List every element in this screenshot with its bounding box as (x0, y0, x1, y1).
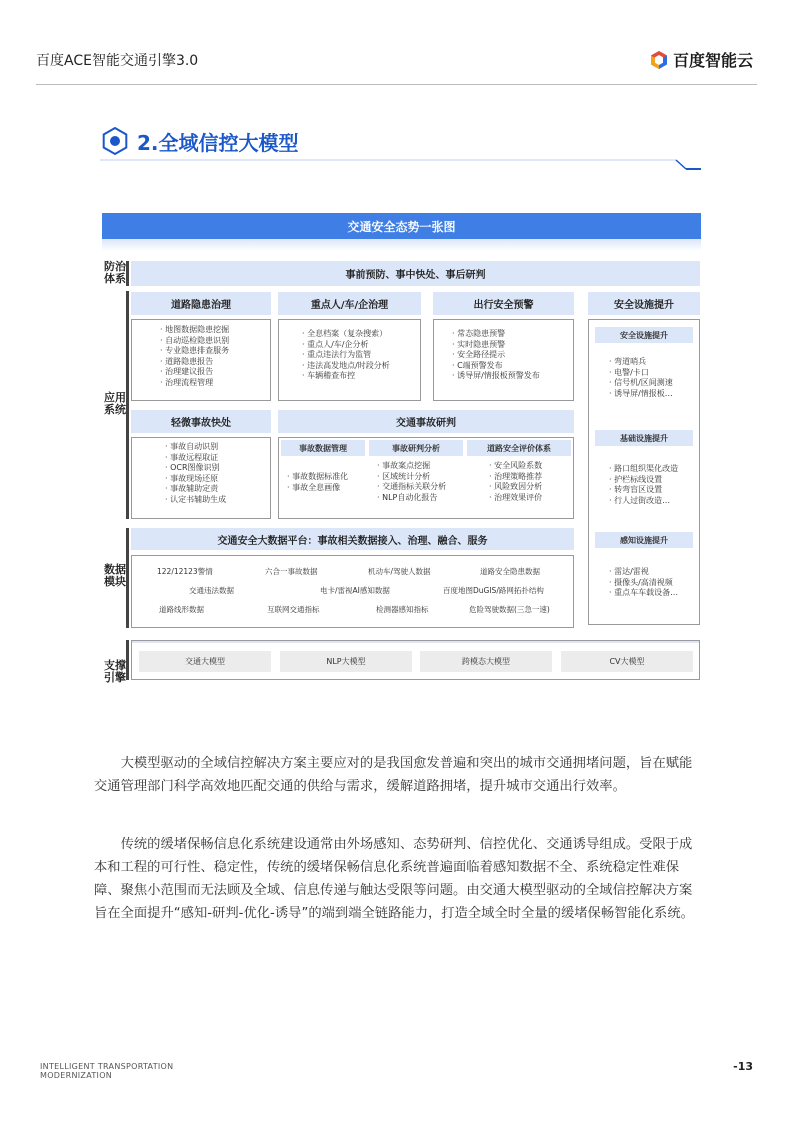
data-source-item: 检测器感知指标 (376, 605, 429, 614)
data-source-item: 交通违法数据 (189, 586, 234, 595)
key-target-title: 重点人/车/企治理 (278, 292, 421, 315)
travel-warning-item: · 安全路径提示 (452, 350, 540, 361)
road-hazard-item: · 地图数据隐患挖掘 (160, 325, 229, 336)
minor-accident-item: · 事故现场还原 (165, 474, 226, 485)
accident-analysis-item: · 事故数据标准化 (287, 472, 348, 483)
road-hazard-list (160, 325, 229, 388)
key-target-item: · 全息档案（复杂搜索） (302, 329, 390, 340)
travel-warning-list (452, 329, 540, 382)
facility-item: · 摄像头/高清视频 (609, 578, 678, 589)
brand-logo (649, 48, 753, 71)
accident-sub-1-title: 事故数据管理 (281, 440, 365, 456)
key-target-list (302, 329, 390, 382)
banner-shade (102, 239, 701, 251)
key-target-item: · 重点违法行为监管 (302, 350, 390, 361)
document-title: 百度ACE智能交通引擎3.0 (36, 53, 199, 69)
accident-analysis-item: · NLP自动化报告 (377, 493, 446, 504)
model-tile: CV大模型 (561, 651, 693, 672)
facility-item: · 信号机/区间测速 (609, 378, 673, 389)
model-tile: NLP大模型 (280, 651, 412, 672)
minor-accident-item: · OCR图像识别 (165, 463, 226, 474)
prevention-bar: 事前预防、事中快处、事后研判 (131, 261, 700, 286)
row-bar-yingyong (126, 291, 129, 519)
facility-block-2-title: 基础设施提升 (595, 430, 693, 446)
facility-item: · 行人过街改造… (609, 496, 678, 507)
road-hazard-item: · 自动巡检隐患识别 (160, 336, 229, 347)
header-divider (36, 84, 757, 85)
facility-item: · 电警/卡口 (609, 368, 673, 379)
page-number: -13 (733, 1060, 753, 1073)
data-source-item: 百度地图DuGIS/路网拓扑结构 (443, 586, 544, 595)
accident-analysis-title: 交通事故研判 (278, 410, 574, 433)
paragraph-2: 传统的缓堵保畅信息化系统建设通常由外场感知、态势研判、信控优化、交通诱导组成。受限于成本和工程的可行性、稳定性，传统的缓堵保畅信息化系统普遍面临着感知数据不全、系统稳定性难保障、聚焦小范围而无法顾及全域、信息传递与触达受限等问题。由交通大模型驱动的全域信控解决方案旨在全面提升“感知-研判-优化-诱导”的端到端全链路能力，打造全域全时全量的缓堵保畅智能化系统。 (94, 837, 694, 921)
key-target-item: · 重点人/车/企分析 (302, 340, 390, 351)
facility-item: · 护栏标线设置 (609, 475, 678, 486)
section-title: 2.全域信控大模型 (137, 131, 299, 155)
paragraph-1: 大模型驱动的全域信控解决方案主要应对的是我国愈发普遍和突出的城市交通拥堵问题，旨在赋能交通管理部门科学高效地匹配交通的供给与需求，缓解道路拥堵，提升城市交通出行效率。 (94, 756, 693, 794)
road-hazard-title: 道路隐患治理 (131, 292, 271, 315)
accident-sub-3-title: 道路安全评价体系 (467, 440, 571, 456)
accident-analysis-item: · 风险致因分析 (489, 482, 542, 493)
accident-analysis-item: · 事故全息画像 (287, 483, 348, 494)
accident-analysis-item: · 治理效果评价 (489, 493, 542, 504)
facility-item: · 雷达/雷视 (609, 567, 678, 578)
accident-sub-2-list (377, 461, 446, 503)
accident-analysis-item: · 安全风险系数 (489, 461, 542, 472)
footer-tagline: INTELLIGENT TRANSPORTATION MODERNIZATION (40, 1062, 174, 1080)
travel-warning-item: · 诱导屏/情报板预警发布 (452, 371, 540, 382)
facility-item: · 转弯盲区设置 (609, 485, 678, 496)
accident-analysis-item: · 事故案点挖掘 (377, 461, 446, 472)
data-source-item: 互联网交通指标 (267, 605, 320, 614)
row-label-fangzhi: 防治 体系 (104, 260, 126, 285)
minor-accident-item: · 事故远程取证 (165, 453, 226, 464)
baidu-cloud-logo-icon (649, 50, 669, 70)
facility-item: · 弯道哨兵 (609, 357, 673, 368)
data-source-item: 危险驾驶数据(三急一速) (469, 605, 550, 614)
row-bar-shuju (126, 528, 129, 628)
data-platform-title: 交通安全大数据平台：事故相关数据接入、治理、融合、服务 (131, 528, 574, 550)
travel-warning-title: 出行安全预警 (433, 292, 574, 315)
section-underline (96, 158, 701, 172)
key-target-item: · 违法高发地点/时段分析 (302, 361, 390, 372)
logo-text: 百度智能云 (672, 51, 753, 70)
accident-analysis-item: · 交通指标关联分析 (377, 482, 446, 493)
minor-accident-item: · 认定书辅助生成 (165, 495, 226, 506)
facility-block-3-list (609, 567, 678, 599)
row-bar-zhicheng (126, 640, 129, 680)
facility-title: 安全设施提升 (588, 292, 700, 315)
data-source-item: 道路线形数据 (159, 605, 204, 614)
row-label-zhicheng: 支撑 引擎 (104, 659, 126, 684)
accident-sub-1-list (287, 472, 348, 493)
facility-item: · 路口组织渠化改造 (609, 464, 678, 475)
minor-accident-item: · 事故自动识别 (165, 442, 226, 453)
accident-sub-2-title: 事故研判分析 (369, 440, 463, 456)
row-label-shuju: 数据 模块 (104, 563, 126, 588)
travel-warning-item: · 实时隐患预警 (452, 340, 540, 351)
data-source-item: 电卡/雷视AI感知数据 (320, 586, 390, 595)
hexagon-target-icon (100, 126, 130, 156)
data-source-item: 122/12123警情 (157, 567, 213, 576)
diagram-banner: 交通安全态势一张图 (102, 213, 701, 239)
facility-block-1-title: 安全设施提升 (595, 327, 693, 343)
model-tile: 交通大模型 (139, 651, 271, 672)
facility-item: · 诱导屏/情报板… (609, 389, 673, 400)
road-hazard-item: · 治理建议报告 (160, 367, 229, 378)
accident-analysis-item: · 治理策略推荐 (489, 472, 542, 483)
minor-accident-item: · 事故辅助定责 (165, 484, 226, 495)
road-hazard-item: · 专业隐患排查服务 (160, 346, 229, 357)
facility-item: · 重点车车载设备… (609, 588, 678, 599)
accident-analysis-item: · 区域统计分析 (377, 472, 446, 483)
facility-block-3-title: 感知设施提升 (595, 532, 693, 548)
row-label-yingyong: 应用 系统 (104, 391, 126, 416)
minor-accident-title: 轻微事故快处 (131, 410, 271, 433)
facility-block-2-list (609, 464, 678, 506)
row-bar-fangzhi (126, 261, 129, 286)
key-target-item: · 车辆稽查布控 (302, 371, 390, 382)
minor-accident-list (165, 442, 226, 505)
facility-block-1-list (609, 357, 673, 399)
travel-warning-item: · 常态隐患预警 (452, 329, 540, 340)
accident-sub-3-list (489, 461, 542, 503)
data-source-item: 六合一事故数据 (265, 567, 318, 576)
travel-warning-item: · C端预警发布 (452, 361, 540, 372)
road-hazard-item: · 治理流程管理 (160, 378, 229, 389)
data-source-item: 机动车/驾驶人数据 (368, 567, 431, 576)
model-tile: 跨模态大模型 (420, 651, 552, 672)
data-source-item: 道路安全隐患数据 (480, 567, 540, 576)
road-hazard-item: · 道路隐患报告 (160, 357, 229, 368)
